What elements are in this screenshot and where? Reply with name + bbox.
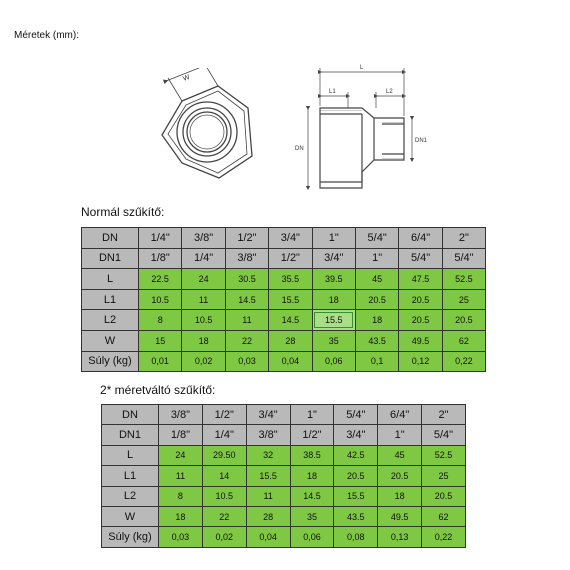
row-label: L1 (82, 289, 139, 310)
table-cell: 5/4" (422, 425, 466, 445)
table-cell: 11 (246, 486, 290, 506)
table-cell: 8 (139, 310, 182, 331)
l1-dimension-label: L1 (329, 89, 336, 95)
table-cell: 28 (269, 330, 312, 351)
table-cell: 11 (225, 310, 268, 331)
table-cell: 3/8" (225, 248, 268, 269)
table-cell: 22.5 (139, 269, 182, 290)
table-cell: 3/4" (269, 228, 312, 249)
table-row (102, 466, 466, 486)
row-label: L1 (102, 466, 159, 486)
table-row (82, 248, 486, 269)
table-cell: 3/8" (159, 405, 203, 425)
table-cell: 0,08 (334, 527, 378, 547)
table-cell: 2" (422, 405, 466, 425)
table-cell: 20.5 (355, 289, 398, 310)
table-cell: 22 (225, 330, 268, 351)
table-cell: 10.5 (202, 486, 246, 506)
table-cell: 18 (378, 486, 422, 506)
table-cell: 20.5 (399, 310, 442, 331)
table-row (82, 228, 486, 249)
table-row (82, 310, 486, 331)
table-row (102, 405, 466, 425)
row-label: L (102, 445, 159, 465)
table-cell: 29.50 (202, 445, 246, 465)
table-cell: 5/4" (334, 405, 378, 425)
page-label: Méretek (mm): (14, 30, 79, 41)
table-row (102, 486, 466, 506)
table-cell: 38.5 (290, 445, 334, 465)
l-dimension-label: L (360, 65, 364, 71)
table-cell: 1" (355, 248, 398, 269)
size-change-reducer-table (101, 404, 466, 548)
table-cell: 15.5 (246, 466, 290, 486)
table-cell: 35.5 (269, 269, 312, 290)
table-cell: 1/2" (269, 248, 312, 269)
hex-outline (162, 86, 252, 178)
row-label: Súly (kg) (82, 351, 139, 372)
l2-dimension-label: L2 (386, 89, 393, 95)
table-cell: 1/4" (139, 228, 182, 249)
table-cell: 39.5 (312, 269, 355, 290)
table-cell: 10.5 (139, 289, 182, 310)
row-label: DN (102, 405, 159, 425)
table-cell: 45 (378, 445, 422, 465)
table-cell: 0,12 (399, 351, 442, 372)
table-cell: 0,01 (139, 351, 182, 372)
table-cell: 52.5 (442, 269, 485, 290)
table-cell: 1/8" (159, 425, 203, 445)
table-cell: 1/2" (225, 228, 268, 249)
table-cell: 49.5 (399, 330, 442, 351)
table-cell: 3/4" (312, 248, 355, 269)
row-label: DN (82, 228, 139, 249)
table-cell: 0,13 (378, 527, 422, 547)
table-cell: 43.5 (334, 506, 378, 526)
row-label: L2 (102, 486, 159, 506)
table-cell: 14 (202, 466, 246, 486)
table-cell: 15.5 (334, 486, 378, 506)
table-cell: 0,06 (290, 527, 334, 547)
table-cell: 1" (312, 228, 355, 249)
dn1-dimension-label: DN1 (415, 138, 428, 144)
table-cell: 6/4" (399, 228, 442, 249)
table-cell: 22 (202, 506, 246, 526)
table-cell: 20.5 (378, 466, 422, 486)
row-label: W (82, 330, 139, 351)
table-cell: 15.5 (312, 310, 355, 331)
table-cell: 0,02 (202, 527, 246, 547)
table-cell: 1/8" (139, 248, 182, 269)
table-row (102, 506, 466, 526)
table-cell: 0,1 (355, 351, 398, 372)
table-row (82, 351, 486, 372)
table-row (102, 445, 466, 465)
table-cell: 49.5 (378, 506, 422, 526)
table-cell: 20.5 (334, 466, 378, 486)
table-cell: 47.5 (399, 269, 442, 290)
table-cell: 18 (159, 506, 203, 526)
table-row (82, 269, 486, 290)
table-cell: 11 (159, 466, 203, 486)
table-cell: 10.5 (182, 310, 225, 331)
table-cell: 0,03 (159, 527, 203, 547)
front-view-drawing (140, 68, 280, 203)
table-cell: 0,06 (312, 351, 355, 372)
row-label: Súly (kg) (102, 527, 159, 547)
table-2-title: 2* méretváltó szűkítő: (100, 383, 216, 397)
table-row (102, 425, 466, 445)
table-cell: 32 (246, 445, 290, 465)
table-cell: 6/4" (378, 405, 422, 425)
table-cell: 3/8" (182, 228, 225, 249)
table-cell: 3/8" (246, 425, 290, 445)
table-cell: 43.5 (355, 330, 398, 351)
row-label: L2 (82, 310, 139, 331)
table-cell: 20.5 (399, 289, 442, 310)
table-cell: 20.5 (442, 310, 485, 331)
row-label: DN1 (102, 425, 159, 445)
table-row (82, 330, 486, 351)
table-row (102, 527, 466, 547)
table-cell: 0,22 (442, 351, 485, 372)
table-cell: 62 (422, 506, 466, 526)
table-cell: 14.5 (269, 310, 312, 331)
table-cell: 1/4" (182, 248, 225, 269)
table-cell: 0,04 (246, 527, 290, 547)
table-cell: 18 (182, 330, 225, 351)
table-cell: 11 (182, 289, 225, 310)
table-cell: 52.5 (422, 445, 466, 465)
row-label: W (102, 506, 159, 526)
table-cell: 14.5 (290, 486, 334, 506)
table-cell: 20.5 (422, 486, 466, 506)
table-cell: 5/4" (442, 248, 485, 269)
normal-reducer-table (81, 227, 486, 372)
table-cell: 3/4" (334, 425, 378, 445)
table-cell: 0,02 (182, 351, 225, 372)
table-cell: 1/2" (290, 425, 334, 445)
table-1-title: Normál szűkítő: (81, 205, 165, 219)
table-cell: 24 (182, 269, 225, 290)
table-cell: 3/4" (246, 405, 290, 425)
table-cell: 0,04 (269, 351, 312, 372)
row-label: L (82, 269, 139, 290)
table-cell: 5/4" (355, 228, 398, 249)
table-cell: 15 (139, 330, 182, 351)
table-cell: 30.5 (225, 269, 268, 290)
table-cell: 8 (159, 486, 203, 506)
table-cell: 45 (355, 269, 398, 290)
table-cell: 1/4" (202, 425, 246, 445)
table-cell: 18 (355, 310, 398, 331)
table-cell: 15.5 (269, 289, 312, 310)
side-view-drawing (292, 62, 440, 202)
table-cell: 28 (246, 506, 290, 526)
table-cell: 18 (290, 466, 334, 486)
dn-dimension-label: DN (295, 146, 304, 152)
w-dimension-label: W (182, 73, 191, 83)
table-cell: 0,03 (225, 351, 268, 372)
table-cell: 14.5 (225, 289, 268, 310)
table-cell: 5/4" (399, 248, 442, 269)
table-cell: 62 (442, 330, 485, 351)
table-cell: 1" (290, 405, 334, 425)
table-cell: 18 (312, 289, 355, 310)
table-cell: 25 (422, 466, 466, 486)
table-cell: 35 (312, 330, 355, 351)
table-cell: 1" (378, 425, 422, 445)
table-cell: 1/2" (202, 405, 246, 425)
table-cell: 2" (442, 228, 485, 249)
table-cell: 35 (290, 506, 334, 526)
row-label: DN1 (82, 248, 139, 269)
table-cell: 25 (442, 289, 485, 310)
table-cell: 42.5 (334, 445, 378, 465)
table-cell: 0,22 (422, 527, 466, 547)
table-row (82, 289, 486, 310)
table-cell: 24 (159, 445, 203, 465)
